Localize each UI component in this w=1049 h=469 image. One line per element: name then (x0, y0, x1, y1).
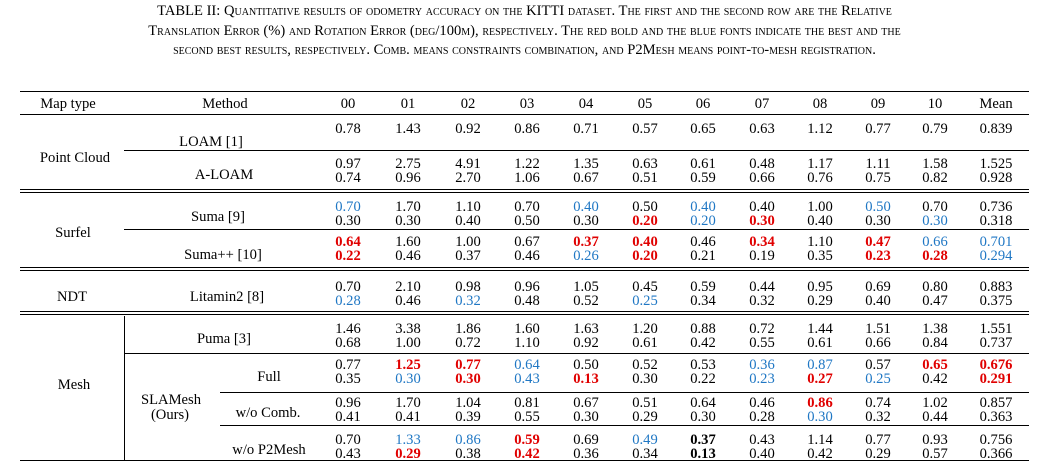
cell-rre: 0.30 (395, 213, 421, 229)
method-suma: Suma [9] (191, 209, 245, 225)
cell-rte: 1.60 (514, 321, 540, 337)
cell-rre: 0.42 (807, 446, 833, 462)
cell-rte: 1.05 (573, 279, 599, 295)
cell-rte: 1.70 (395, 199, 421, 215)
cell-rre: 0.30 (335, 213, 361, 229)
header-col-09: 09 (870, 96, 886, 112)
cell-rte: 1.10 (455, 199, 481, 215)
cell-rte: 0.70 (514, 199, 540, 215)
cell-rre: 0.30 (573, 409, 599, 425)
cell-rte: 0.67 (573, 395, 599, 411)
header-method: Method (202, 96, 248, 112)
cell-rre: 0.46 (395, 248, 421, 264)
cell-rte: 0.98 (455, 279, 481, 295)
cell-rte: 1.35 (573, 156, 599, 172)
cell-rre: 0.29 (395, 446, 421, 462)
header-col-05: 05 (637, 96, 653, 112)
cell-rte: 1.00 (455, 234, 481, 250)
cell-rte: 0.88 (690, 321, 716, 337)
cell-rre: 0.55 (514, 409, 540, 425)
cell-rte: 1.10 (807, 234, 833, 250)
cell-rte: 0.70 (335, 199, 361, 215)
cell-rre: 0.32 (749, 293, 775, 309)
cell-rte: 0.44 (749, 279, 775, 295)
cell-rre: 0.40 (749, 446, 775, 462)
cell-rte: 1.11 (865, 156, 891, 172)
method-sumapp: Suma++ [10] (184, 247, 262, 263)
cell-rte: 1.17 (807, 156, 833, 172)
cell-rte: 1.25 (395, 357, 421, 373)
cell-rre: 1.00 (395, 335, 421, 351)
cell-rre: 0.34 (690, 293, 716, 309)
cell-rte: 0.69 (573, 432, 599, 448)
cell-rre: 0.30 (690, 409, 716, 425)
header-rule (20, 114, 1029, 115)
cell-rte: 0.49 (632, 432, 658, 448)
cell-rre: 0.36 (573, 446, 599, 462)
cell-rre: 0.20 (632, 248, 658, 264)
cell-rte: 0.70 (922, 199, 948, 215)
method-litamin: Litamin2 [8] (189, 289, 265, 305)
cell-rre: 0.50 (514, 213, 540, 229)
cell-rre: 0.42 (514, 446, 540, 462)
cell-rre: 0.22 (690, 371, 716, 387)
cell-rte: 0.79 (922, 121, 948, 137)
cell-rte: 0.70 (335, 279, 361, 295)
group-surfel: Surfel (55, 225, 91, 241)
cell-rre: 0.74 (335, 170, 361, 186)
cell-rte: 1.551 (979, 321, 1013, 337)
cell-rte: 0.37 (690, 432, 716, 448)
cell-rre: 0.30 (573, 213, 599, 229)
cell-rre: 0.30 (455, 371, 481, 387)
cell-rre: 1.06 (514, 170, 540, 186)
variant-wo-p2mesh: w/o P2Mesh (232, 442, 306, 458)
cell-rre: 0.30 (395, 371, 421, 387)
header-col-10: 10 (927, 96, 943, 112)
cell-rte: 0.40 (573, 199, 599, 215)
cell-rre: 2.70 (455, 170, 481, 186)
row-separator (124, 150, 1029, 151)
cell-rre: 0.30 (865, 213, 891, 229)
cell-rre: 0.47 (922, 293, 948, 309)
variant-full: Full (257, 369, 281, 385)
cell-rre: 0.30 (632, 371, 658, 387)
header-col-03: 03 (519, 96, 535, 112)
table-caption (18, 2, 1031, 61)
cell-rre: 0.43 (514, 371, 540, 387)
cell-rre: 0.38 (455, 446, 481, 462)
cell-rte: 0.96 (335, 395, 361, 411)
cell-rte: 0.97 (335, 156, 361, 172)
cell-rte: 0.46 (749, 395, 775, 411)
cell-rre: 0.82 (922, 170, 948, 186)
cell-rte: 1.22 (514, 156, 540, 172)
cell-rre: 0.13 (573, 371, 599, 387)
header-col-02: 02 (460, 96, 476, 112)
cell-rre: 0.29 (865, 446, 891, 462)
section-rule-3b (20, 314, 1029, 315)
cell-rre: 0.928 (979, 170, 1013, 186)
cell-rte: 0.61 (690, 156, 716, 172)
cell-rte: 0.50 (573, 357, 599, 373)
cell-rte: 1.20 (632, 321, 658, 337)
header-col-01: 01 (400, 96, 416, 112)
cell-rre: 0.13 (690, 446, 716, 462)
cell-rre: 0.294 (979, 248, 1013, 264)
cell-rre: 0.59 (690, 170, 716, 186)
row-separator (220, 425, 1029, 426)
cell-rre: 0.21 (690, 248, 716, 264)
cell-rre: 0.55 (749, 335, 775, 351)
cell-rre: 0.68 (335, 335, 361, 351)
cell-rte: 0.69 (865, 279, 891, 295)
caption-line-2: Translation Error (%) and Rotation Error (deg/100m), respectively. The red bold and the blue fonts indicate the best and the (148, 22, 901, 39)
header-col-mean: Mean (979, 96, 1013, 112)
method-loam: LOAM [1] (179, 134, 243, 150)
section-rule-1 (20, 189, 1029, 190)
cell-rte: 0.59 (690, 279, 716, 295)
cell-rte: 2.10 (395, 279, 421, 295)
cell-rre: 0.42 (922, 371, 948, 387)
cell-rte: 0.72 (749, 321, 775, 337)
cell-rre: 0.30 (807, 409, 833, 425)
cell-rre: 0.41 (395, 409, 421, 425)
cell-rte: 0.86 (514, 121, 540, 137)
cell-rre: 0.51 (632, 170, 658, 186)
cell-rre: 0.44 (922, 409, 948, 425)
cell-rre: 0.43 (335, 446, 361, 462)
cell-rte: 0.676 (979, 357, 1013, 373)
cell-rte: 1.44 (807, 321, 833, 337)
cell-rte: 0.46 (690, 234, 716, 250)
cell-rte: 0.92 (455, 121, 481, 137)
mesh-group-divider (124, 316, 125, 460)
variant-wo-comb: w/o Comb. (235, 405, 301, 421)
header-map-type: Map type (40, 96, 96, 112)
cell-rte: 0.70 (335, 432, 361, 448)
method-slamesh: SLAMesh (141, 392, 201, 408)
cell-rte: 0.86 (807, 395, 833, 411)
cell-rte: 0.77 (865, 121, 891, 137)
cell-rre: 0.66 (749, 170, 775, 186)
cell-rte: 1.02 (922, 395, 948, 411)
cell-rre: 0.318 (979, 213, 1013, 229)
cell-rre: 0.41 (335, 409, 361, 425)
cell-rte: 0.64 (335, 234, 361, 250)
cell-rte: 0.48 (749, 156, 775, 172)
caption-line-1: TABLE II: Quantitative results of odometry accuracy on the KITTI dataset. The first and the second row are the Relative (157, 3, 892, 19)
cell-rre: 0.75 (865, 170, 891, 186)
cell-rre: 0.92 (573, 335, 599, 351)
cell-rre: 0.25 (865, 371, 891, 387)
cell-rte: 1.12 (807, 121, 833, 137)
cell-rre: 0.40 (865, 293, 891, 309)
group-ndt: NDT (57, 289, 87, 305)
method-slamesh-ours: (Ours) (150, 407, 190, 423)
header-col-04: 04 (578, 96, 594, 112)
cell-rte: 0.77 (335, 357, 361, 373)
cell-rte: 0.701 (979, 234, 1013, 250)
cell-rre: 0.66 (865, 335, 891, 351)
cell-rte: 0.78 (335, 121, 361, 137)
row-separator (124, 353, 1029, 354)
cell-rre: 0.37 (455, 248, 481, 264)
cell-rte: 0.50 (865, 199, 891, 215)
cell-rre: 0.29 (807, 293, 833, 309)
cell-rte: 1.51 (865, 321, 891, 337)
cell-rte: 1.00 (807, 199, 833, 215)
cell-rte: 0.57 (632, 121, 658, 137)
cell-rte: 0.857 (979, 395, 1013, 411)
cell-rte: 0.40 (632, 234, 658, 250)
cell-rte: 0.40 (690, 199, 716, 215)
cell-rre: 0.84 (922, 335, 948, 351)
section-rule-1b (20, 192, 1029, 193)
cell-rte: 0.71 (573, 121, 599, 137)
cell-rte: 1.46 (335, 321, 361, 337)
cell-rre: 0.375 (979, 293, 1013, 309)
cell-rre: 0.291 (979, 371, 1013, 387)
cell-rte: 0.86 (455, 432, 481, 448)
section-rule-2b (20, 270, 1029, 271)
group-point-cloud: Point Cloud (39, 150, 111, 166)
cell-rte: 1.38 (922, 321, 948, 337)
cell-rre: 0.20 (632, 213, 658, 229)
cell-rre: 0.46 (395, 293, 421, 309)
cell-rre: 0.29 (632, 409, 658, 425)
header-col-00: 00 (340, 96, 356, 112)
cell-rte: 4.91 (455, 156, 481, 172)
cell-rre: 0.57 (922, 446, 948, 462)
cell-rte: 0.81 (514, 395, 540, 411)
cell-rre: 0.67 (573, 170, 599, 186)
cell-rre: 0.22 (335, 248, 361, 264)
cell-rte: 0.45 (632, 279, 658, 295)
cell-rte: 0.80 (922, 279, 948, 295)
section-rule-3 (20, 311, 1029, 312)
cell-rre: 0.30 (749, 213, 775, 229)
cell-rte: 1.43 (395, 121, 421, 137)
cell-rre: 0.46 (514, 248, 540, 264)
cell-rte: 2.75 (395, 156, 421, 172)
cell-rte: 0.57 (865, 357, 891, 373)
cell-rte: 0.40 (749, 199, 775, 215)
cell-rre: 0.42 (690, 335, 716, 351)
header-col-06: 06 (695, 96, 711, 112)
cell-rte: 1.63 (573, 321, 599, 337)
cell-rre: 0.737 (979, 335, 1013, 351)
cell-rre: 0.40 (455, 213, 481, 229)
cell-rte: 0.66 (922, 234, 948, 250)
cell-rte: 0.47 (865, 234, 891, 250)
cell-rte: 0.36 (749, 357, 775, 373)
cell-rre: 0.35 (335, 371, 361, 387)
cell-rre: 0.61 (807, 335, 833, 351)
cell-rte: 0.63 (632, 156, 658, 172)
cell-rte: 0.67 (514, 234, 540, 250)
cell-rte: 1.14 (807, 432, 833, 448)
cell-rte: 0.59 (514, 432, 540, 448)
cell-rte: 0.64 (514, 357, 540, 373)
cell-rte: 0.65 (922, 357, 948, 373)
cell-rre: 0.35 (807, 248, 833, 264)
cell-rre: 0.19 (749, 248, 775, 264)
cell-rre: 0.23 (749, 371, 775, 387)
cell-rre: 0.32 (865, 409, 891, 425)
cell-rre: 1.10 (514, 335, 540, 351)
cell-rre: 0.96 (395, 170, 421, 186)
cell-rte: 0.77 (865, 432, 891, 448)
cell-rte: 0.736 (979, 199, 1013, 215)
cell-rre: 0.27 (807, 371, 833, 387)
cell-rre: 0.363 (979, 409, 1013, 425)
cell-rre: 0.28 (335, 293, 361, 309)
cell-rte: 0.43 (749, 432, 775, 448)
cell-rte: 0.96 (514, 279, 540, 295)
cell-rte: 1.33 (395, 432, 421, 448)
cell-rte: 1.86 (455, 321, 481, 337)
cell-rte: 0.93 (922, 432, 948, 448)
cell-rte: 1.70 (395, 395, 421, 411)
cell-rre: 0.48 (514, 293, 540, 309)
row-separator (124, 229, 1029, 230)
cell-rre: 0.72 (455, 335, 481, 351)
cell-rte: 0.65 (690, 121, 716, 137)
cell-rre: 0.34 (632, 446, 658, 462)
cell-rre: 0.40 (807, 213, 833, 229)
cell-rre: 0.39 (455, 409, 481, 425)
method-puma: Puma [3] (197, 331, 251, 347)
cell-rre: 0.61 (632, 335, 658, 351)
cell-rte: 0.756 (979, 432, 1013, 448)
cell-rte: 0.74 (865, 395, 891, 411)
method-aloam: A-LOAM (194, 167, 254, 183)
cell-rte: 0.77 (455, 357, 481, 373)
cell-rte: 1.58 (922, 156, 948, 172)
cell-rte: 0.95 (807, 279, 833, 295)
cell-rre: 0.23 (865, 248, 891, 264)
cell-rre: 0.32 (455, 293, 481, 309)
header-col-08: 08 (812, 96, 828, 112)
cell-rre: 0.52 (573, 293, 599, 309)
cell-rre: 0.20 (690, 213, 716, 229)
cell-rte: 0.53 (690, 357, 716, 373)
cell-rre: 0.26 (573, 248, 599, 264)
cell-rte: 3.38 (395, 321, 421, 337)
group-mesh: Mesh (57, 377, 91, 393)
section-rule-2 (20, 267, 1029, 268)
row-separator (220, 392, 1029, 393)
cell-rte: 0.87 (807, 357, 833, 373)
cell-rte: 0.64 (690, 395, 716, 411)
cell-rre: 0.366 (979, 446, 1013, 462)
cell-rre: 0.76 (807, 170, 833, 186)
cell-rte: 1.04 (455, 395, 481, 411)
cell-rte: 0.52 (632, 357, 658, 373)
cell-rte: 0.63 (749, 121, 775, 137)
cell-rte: 0.50 (632, 199, 658, 215)
header-col-07: 07 (754, 96, 770, 112)
cell-rte: 0.839 (979, 121, 1013, 137)
cell-rre: 0.30 (922, 213, 948, 229)
cell-rte: 0.883 (979, 279, 1013, 295)
cell-rte: 0.51 (632, 395, 658, 411)
cell-rte: 1.60 (395, 234, 421, 250)
caption-line-3: second best results, respectively. Comb. means constraints combination, and P2Mesh means point-to-mesh registration. (173, 42, 876, 59)
top-rule (20, 91, 1029, 92)
cell-rte: 1.525 (979, 156, 1013, 172)
cell-rre: 0.28 (749, 409, 775, 425)
cell-rre: 0.25 (632, 293, 658, 309)
cell-rte: 0.37 (573, 234, 599, 250)
cell-rre: 0.28 (922, 248, 948, 264)
cell-rte: 0.34 (749, 234, 775, 250)
